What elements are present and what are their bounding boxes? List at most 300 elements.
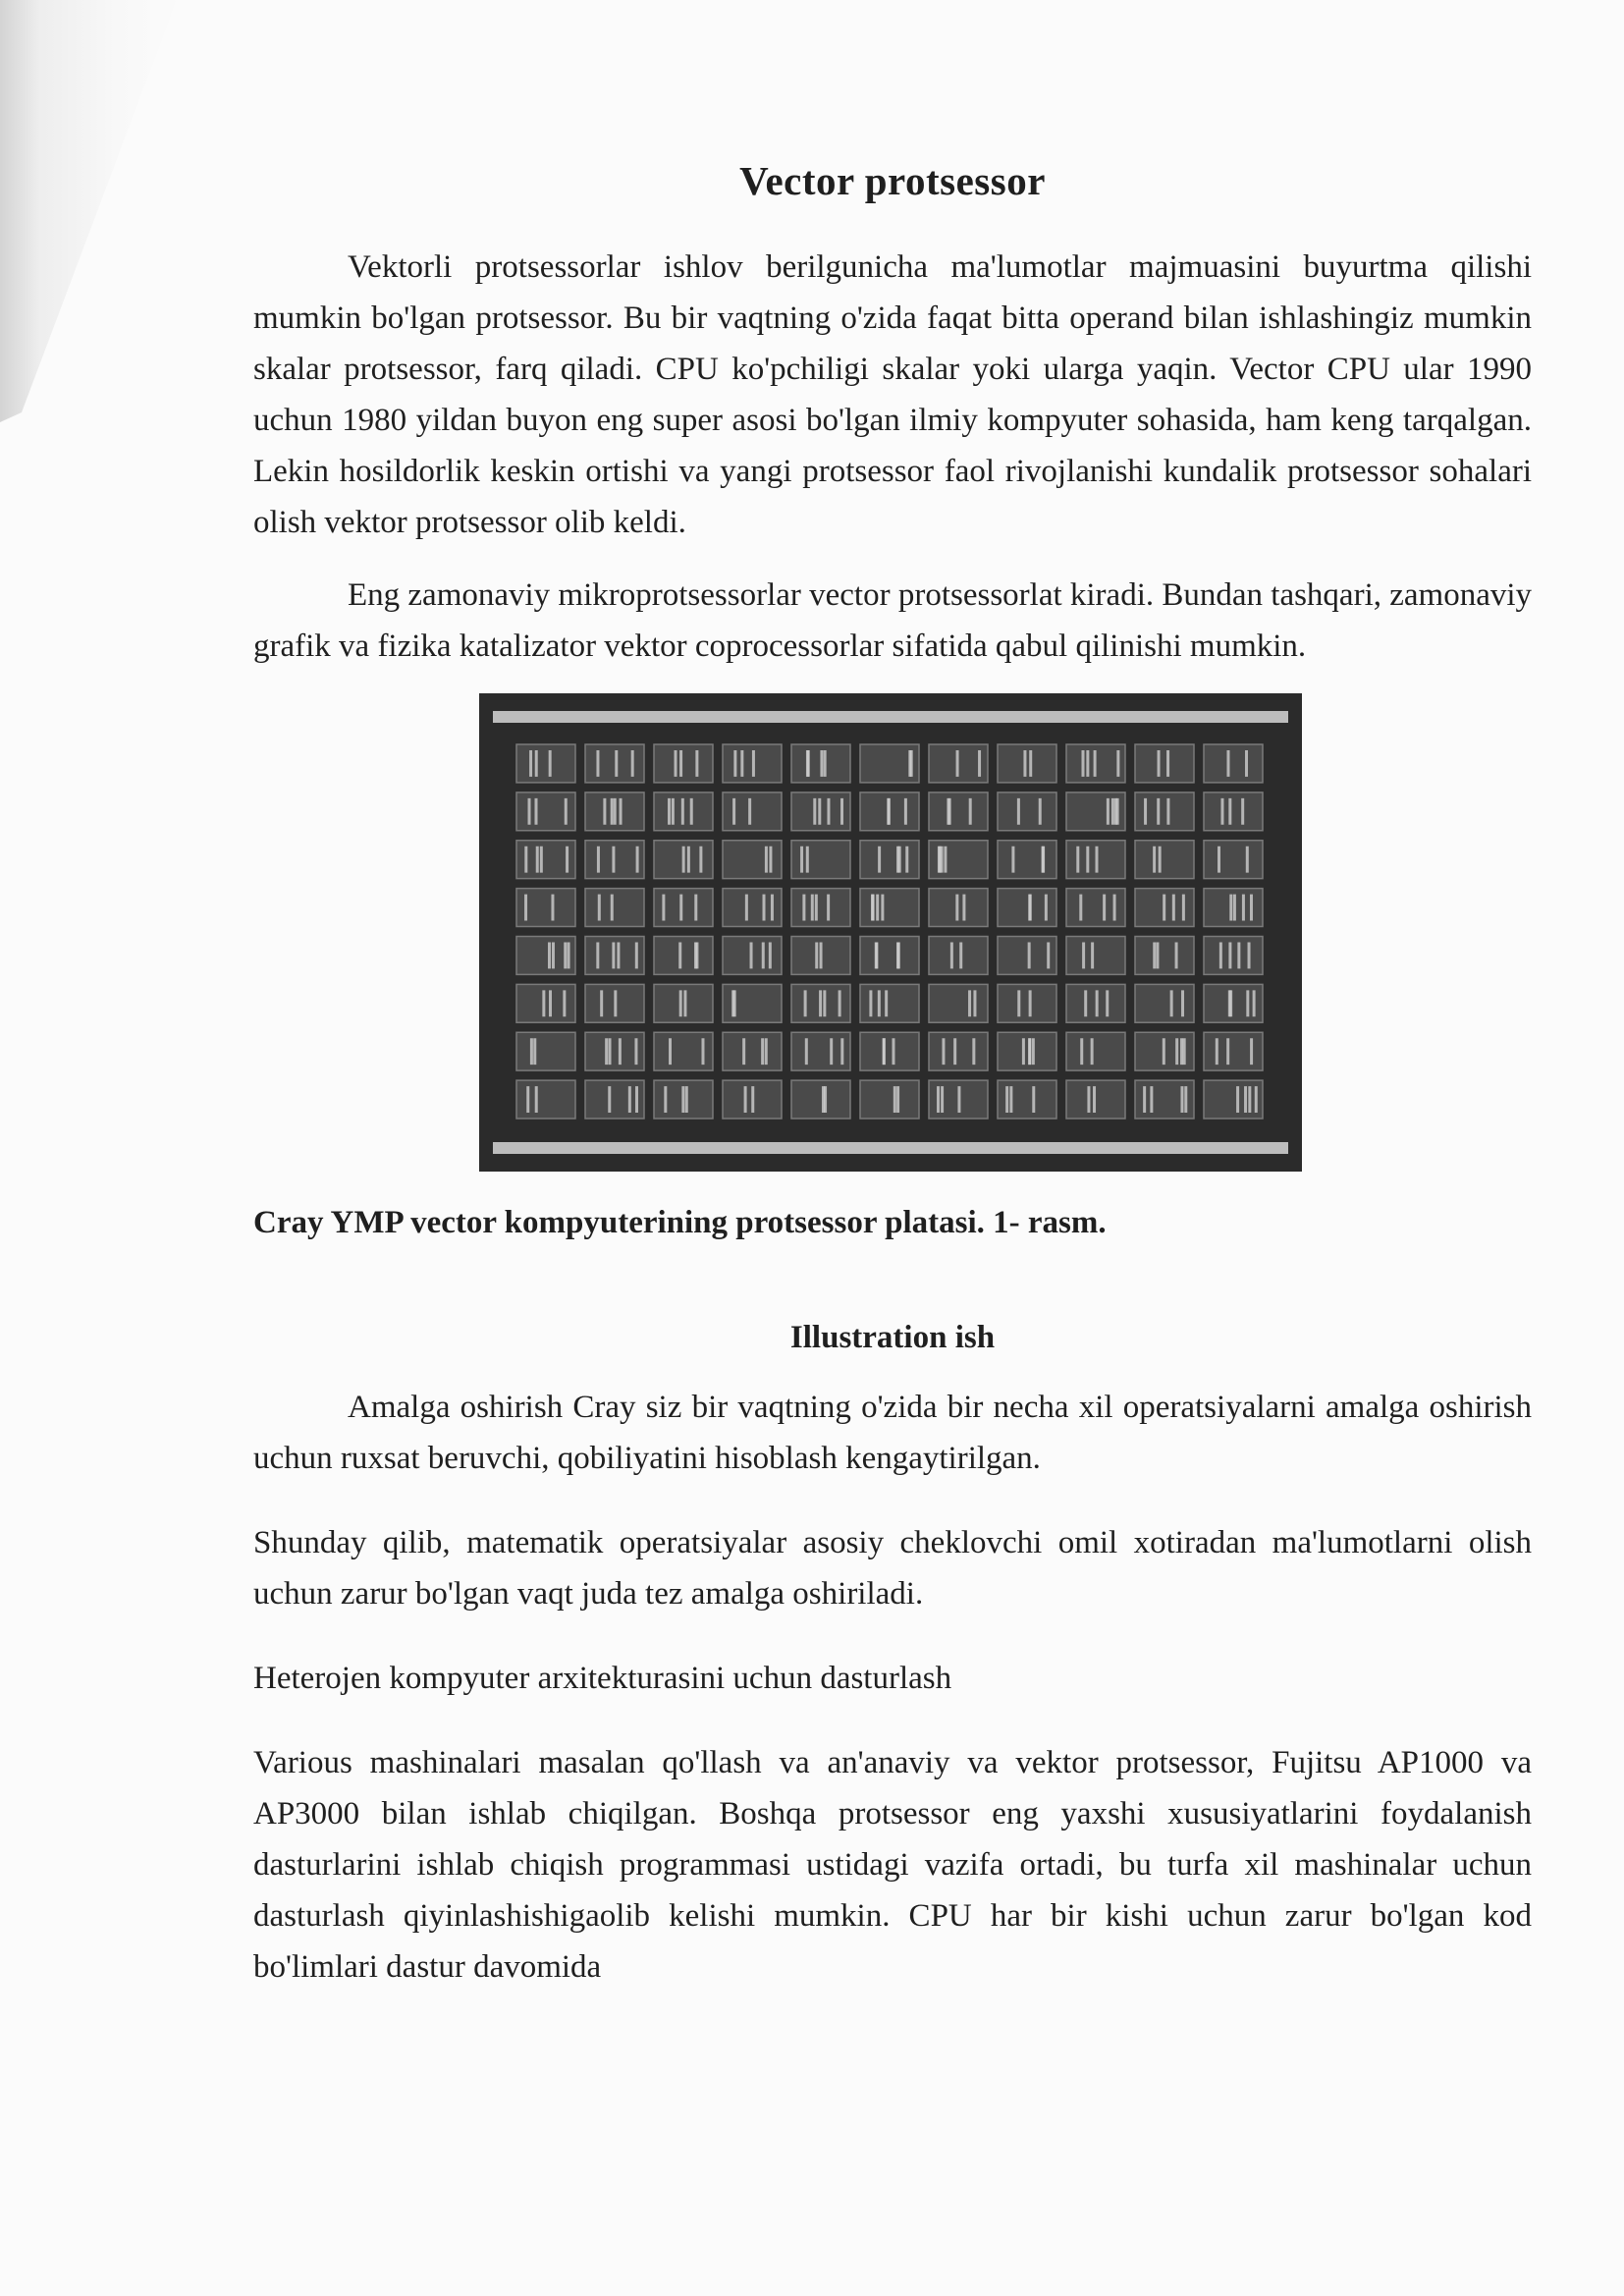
chip-marking: [530, 1038, 533, 1065]
paragraph-heterogeneous-heading: Heterojen kompyuter arxitekturasini uchun dasturlash: [253, 1661, 952, 1696]
chip-marking: [824, 1086, 827, 1113]
chip-marking: [830, 1038, 833, 1065]
chip-marking: [1103, 895, 1106, 921]
chip-marking: [1091, 943, 1094, 969]
chip-marking: [1158, 750, 1161, 777]
chip-marking: [805, 1038, 808, 1065]
chip-marking: [1079, 895, 1082, 921]
chip-marking: [620, 798, 623, 825]
chip-marking: [619, 1038, 622, 1065]
chip-marking: [612, 847, 615, 873]
chip-marking: [962, 895, 965, 921]
chip-marking: [818, 798, 821, 825]
chip-marking: [878, 847, 881, 873]
chip-marking: [549, 750, 552, 777]
chip: [791, 841, 850, 879]
chip-marking: [1166, 750, 1169, 777]
chip-marking: [1150, 1086, 1153, 1113]
chip: [516, 1032, 575, 1070]
chip-marking: [938, 847, 941, 873]
chip: [723, 984, 782, 1022]
chip-marking: [1253, 990, 1256, 1016]
chip: [1204, 937, 1263, 975]
paragraph-various: Various mashinalari masalan qo'llash va an'anaviy va vektor protsessor, Fujitsu AP1000 va AP3000 bilan ishlab chiqilgan. Boshqa protsessor eng yaxshi xususiyatlarini foydalanish dasturlarini ishlab chiqish programmasi ustidagi vazifa ortadi, bu turfa xil mashinalar uchun dasturlash qiyinlashishigaolib kelishi mumkin. CPU har bir kishi uchun zarur bo'lgan kod bo'limlari dastur davomida: [253, 1745, 1532, 1985]
chip: [1204, 1032, 1263, 1070]
chip-marking: [603, 798, 606, 825]
chip-marking: [1184, 1086, 1187, 1113]
chip-marking: [681, 1086, 684, 1113]
chip-marking: [1159, 847, 1162, 873]
paragraph-math: Shunday qilib, matematik operatsiyalar asosiy cheklovchi omil xotiradan ma'lumotlarni olish uchun zarur bo'lgan vaqt juda tez amalga oshiriladi.: [253, 1525, 1532, 1612]
chip-marking: [771, 895, 774, 921]
chip-marking: [1182, 895, 1185, 921]
chip-marking: [1153, 847, 1156, 873]
chip-marking: [699, 847, 702, 873]
chip: [516, 744, 575, 783]
chip-marking: [1045, 895, 1048, 921]
spacer: [253, 1619, 1532, 1653]
chip: [1204, 744, 1263, 783]
chip-marking: [827, 895, 830, 921]
chip: [998, 984, 1056, 1022]
processor-board-illustration: [479, 693, 1302, 1172]
chip-marking: [636, 847, 639, 873]
chip-marking: [596, 750, 599, 777]
chip-marking: [733, 750, 736, 777]
chip-marking: [1218, 847, 1220, 873]
chip-marking: [1226, 1038, 1229, 1065]
chip-marking: [635, 1086, 638, 1113]
chip-marking: [615, 750, 618, 777]
chip-marking: [1076, 847, 1079, 873]
chip-marking: [1228, 798, 1231, 825]
chip-marking: [552, 943, 555, 969]
processor-board-image: [479, 693, 1302, 1172]
chip-marking: [634, 1038, 637, 1065]
chip: [1135, 841, 1194, 879]
chip-marking: [1175, 1038, 1178, 1065]
chip: [929, 793, 988, 831]
chip-marking: [748, 798, 751, 825]
chip: [791, 1080, 850, 1119]
chip-marking: [1011, 847, 1014, 873]
chip-marking: [1237, 943, 1240, 969]
chip-marking: [819, 990, 822, 1016]
chip-marking: [1091, 1038, 1094, 1065]
chip-marking: [1017, 798, 1020, 825]
chip-marking: [701, 1038, 704, 1065]
chip-marking: [944, 847, 947, 873]
chip-marking: [959, 943, 962, 969]
chip-marking: [1042, 847, 1045, 873]
chip-marking: [1250, 1038, 1253, 1065]
chip-marking: [549, 990, 552, 1016]
chip-marking: [896, 1086, 899, 1113]
chip-marking: [892, 1038, 894, 1065]
chip-marking: [598, 895, 601, 921]
chip-marking: [1236, 1086, 1239, 1113]
chip-marking: [765, 847, 768, 873]
chip: [1204, 793, 1263, 831]
chip-marking: [1029, 750, 1032, 777]
chip-marking: [1032, 1038, 1035, 1065]
chip-marking: [1181, 990, 1184, 1016]
chip-marking: [1163, 1038, 1165, 1065]
document-title: Vector protsessor: [739, 158, 1046, 203]
chip-marking: [1114, 798, 1117, 825]
chip: [929, 984, 988, 1022]
scan-shadow: [0, 0, 187, 2296]
chip-marking: [840, 1038, 843, 1065]
chip-marking: [1111, 798, 1114, 825]
chip-marking: [1143, 1086, 1146, 1113]
chip-marking: [536, 847, 539, 873]
chip-marking: [745, 895, 748, 921]
chip-marking: [1009, 1086, 1012, 1113]
chip: [723, 841, 782, 879]
chip-marking: [733, 990, 736, 1016]
chip-marking: [524, 847, 527, 873]
chip-marking: [679, 750, 682, 777]
chip-marking: [973, 990, 976, 1016]
chip-marking: [1023, 750, 1026, 777]
chip: [654, 744, 713, 783]
chip: [516, 984, 575, 1022]
chip-marking: [840, 798, 843, 825]
chip-marking: [528, 798, 531, 825]
chip-marking: [1233, 895, 1236, 921]
chip-marking: [885, 990, 888, 1016]
chip-marking: [765, 1038, 768, 1065]
chip-marking: [524, 895, 527, 921]
chip-marking: [824, 750, 827, 777]
chip-marking: [683, 990, 686, 1016]
chip-marking: [1220, 798, 1223, 825]
chip-marking: [751, 1086, 754, 1113]
chip-marking: [1226, 750, 1229, 777]
chip-marking: [875, 943, 878, 969]
chip-marking: [876, 895, 879, 921]
chip-marking: [1180, 1038, 1183, 1065]
chip-marking: [815, 943, 818, 969]
chip-marking: [762, 943, 765, 969]
chip: [929, 1032, 988, 1070]
chip-marking: [1022, 1038, 1025, 1065]
chip-marking: [1094, 750, 1097, 777]
spacer: [253, 1704, 1532, 1737]
chip-marking: [568, 943, 570, 969]
chip-marking: [955, 895, 958, 921]
chip-marking: [1157, 798, 1160, 825]
chip: [860, 889, 919, 927]
chip: [998, 744, 1056, 783]
chip-marking: [1170, 990, 1173, 1016]
chip: [1135, 744, 1194, 783]
chip-marking: [820, 750, 823, 777]
chip-marking: [679, 895, 682, 921]
chip-marking: [695, 943, 698, 969]
chip-marking: [1245, 750, 1248, 777]
chip: [654, 937, 713, 975]
chip: [860, 937, 919, 975]
chip-marking: [672, 798, 675, 825]
chip-marking: [1028, 1038, 1031, 1065]
paragraph-cray: Amalga oshirish Cray siz bir vaqtning o'zida bir necha xil operatsiyalarni amalga oshirish uchun ruxsat beruvchi, qobiliyatini hisoblash kengaytirilgan.: [253, 1390, 1532, 1476]
chip-marking: [878, 990, 881, 1016]
chip: [998, 793, 1056, 831]
chip: [585, 889, 644, 927]
board-bottom-rail: [493, 1142, 1288, 1154]
chip-marking: [681, 798, 684, 825]
chip-marking: [750, 943, 753, 969]
chip: [860, 1080, 919, 1119]
chip: [998, 841, 1056, 879]
chip-marking: [690, 798, 693, 825]
chip-marking: [1166, 798, 1169, 825]
chip: [516, 1080, 575, 1119]
chip-marking: [685, 1086, 688, 1113]
chip-marking: [804, 990, 807, 1016]
chip-marking: [1241, 798, 1244, 825]
chip-marking: [1084, 990, 1087, 1016]
chip-marking: [950, 943, 953, 969]
chip-marking: [1107, 798, 1110, 825]
chip: [1135, 984, 1194, 1022]
chip: [860, 984, 919, 1022]
chip-marking: [1229, 990, 1232, 1016]
chip-marking: [1153, 943, 1156, 969]
chip: [860, 841, 919, 879]
chip-marking: [813, 798, 816, 825]
chip-marking: [1255, 1086, 1258, 1113]
chip: [585, 744, 644, 783]
chip-marking: [941, 847, 944, 873]
paragraph-intro: Vektorli protsessorlar ishlov berilgunicha ma'lumotlar majmuasini buyurtma qilishi mumkin bo'lgan protsessor. Bu bir vaqtning o'zida faqat bitta operand bilan ishlashingiz mumkin skalar protsessor, farq qiladi. CPU ko'pchiligi skalar yoki ularga yaqin. Vector CPU ular 1990 uchun 1980 yildan buyon eng super asosi bo'lgan ilmiy kompyuter sohasida, ham keng tarqalgan. Lekin hosildorlik keskin ortishi va yangi protsessor faol rivojlanishi kundalik protsessor sohalari olish vektor protsessor olib keldi.: [253, 249, 1532, 540]
chip-marking: [969, 798, 972, 825]
chip-marking: [1216, 1038, 1218, 1065]
chip-marking: [761, 1038, 764, 1065]
chip-marking: [883, 1038, 886, 1065]
document-body: [253, 157, 1532, 1993]
chip-marking: [740, 750, 743, 777]
chip-marking: [596, 943, 599, 969]
chip-marking: [904, 798, 907, 825]
chip-marking: [839, 990, 841, 1016]
chip-marking: [669, 1038, 672, 1065]
chip-marking: [682, 847, 685, 873]
chip-marking: [881, 895, 884, 921]
chip-marking: [548, 943, 551, 969]
chip-marking: [802, 895, 805, 921]
chip-marking: [608, 1086, 611, 1113]
chip-marking: [1017, 990, 1020, 1016]
chip-marking: [1005, 1086, 1008, 1113]
chip-marking: [564, 943, 567, 969]
chip-marking: [1248, 1086, 1251, 1113]
chip-marking: [1250, 895, 1253, 921]
chip-marking: [1082, 943, 1085, 969]
chip-marking: [565, 798, 568, 825]
chip-marking: [763, 895, 766, 921]
chip-marking: [611, 895, 614, 921]
chip: [860, 1032, 919, 1070]
chip-marking: [1172, 895, 1175, 921]
chip-marking: [1156, 943, 1159, 969]
chip-marking: [956, 750, 959, 777]
chip-marking: [526, 1086, 529, 1113]
chip-marking: [896, 847, 899, 873]
paragraph-modern: Eng zamonaviy mikroprotsessorlar vector protsessorlat kiradi. Bundan tashqari, zamonaviy grafik va fizika katalizator vektor coprocessorlar sifatida qabul qilinishi mumkin.: [253, 577, 1533, 664]
chip-marking: [871, 895, 874, 921]
chip-marking: [1081, 750, 1084, 777]
chip-marking: [1096, 990, 1099, 1016]
chip: [929, 937, 988, 975]
chip-marking: [978, 750, 981, 777]
chip: [1066, 889, 1125, 927]
chip-marking: [1242, 895, 1245, 921]
chip-marking: [1183, 1038, 1186, 1065]
chip-marking: [1047, 943, 1050, 969]
chip-marking: [957, 1086, 960, 1113]
chip-marking: [1246, 847, 1249, 873]
chip-marking: [732, 798, 735, 825]
chip-marking: [535, 750, 538, 777]
chip-marking: [1163, 895, 1165, 921]
chip-marking: [769, 847, 772, 873]
chip-marking: [941, 1086, 944, 1113]
chip-marking: [752, 750, 755, 777]
chip-marking: [823, 990, 826, 1016]
chip-marking: [535, 798, 538, 825]
chip-marking: [1039, 798, 1042, 825]
chip-marking: [614, 798, 617, 825]
chip-marking: [1229, 895, 1232, 921]
chip: [1135, 937, 1194, 975]
chip-marking: [937, 1086, 940, 1113]
chip-marking: [1086, 847, 1089, 873]
chip-marking: [668, 798, 671, 825]
chip-marking: [631, 750, 634, 777]
chip-marking: [600, 990, 603, 1016]
chip-marking: [614, 990, 617, 1016]
chip-marking: [897, 943, 900, 969]
chip-marking: [675, 750, 677, 777]
chip-marking: [806, 847, 809, 873]
chip-marking: [1116, 750, 1119, 777]
spacer: [253, 548, 1532, 570]
chip-marking: [617, 943, 620, 969]
chip-marking: [1228, 943, 1231, 969]
chip-marking: [1180, 1086, 1183, 1113]
chip-marking: [1106, 990, 1109, 1016]
chip: [1135, 793, 1194, 831]
chip-marking: [563, 990, 566, 1016]
chip: [1204, 841, 1263, 879]
chip-marking: [905, 847, 908, 873]
chip-marking: [1028, 943, 1031, 969]
chip: [654, 984, 713, 1022]
chip-marking: [551, 895, 554, 921]
chip-marking: [687, 847, 690, 873]
chip: [1204, 1080, 1263, 1119]
chip-marking: [1093, 1086, 1096, 1113]
chip-marking: [811, 895, 814, 921]
chip-marking: [1144, 798, 1147, 825]
chip-marking: [1087, 1086, 1090, 1113]
chip-marking: [968, 990, 971, 1016]
section-subtitle: Illustration ish: [789, 1320, 996, 1355]
chip-marking: [1219, 943, 1222, 969]
chip-marking: [597, 847, 600, 873]
chip-marking: [1113, 895, 1116, 921]
chip-marking: [888, 798, 891, 825]
chip-marking: [664, 1086, 667, 1113]
chip-marking: [1246, 990, 1249, 1016]
chip-marking: [612, 943, 615, 969]
chip-marking: [744, 1086, 747, 1113]
chip-marking: [678, 943, 681, 969]
chip-marking: [605, 1038, 608, 1065]
chip-marking: [533, 1038, 536, 1065]
chip-marking: [1029, 990, 1032, 1016]
chip-marking: [679, 990, 682, 1016]
chip-marking: [1244, 1086, 1247, 1113]
chip-marking: [807, 750, 810, 777]
chip-marking: [695, 750, 698, 777]
chip-marking: [942, 1038, 945, 1065]
chip-marking: [820, 943, 823, 969]
chip-marking: [628, 1086, 631, 1113]
figure-caption: Cray YMP vector kompyuterining protsessor platasi. 1- rasm.: [253, 1205, 1107, 1240]
chip-marking: [529, 750, 532, 777]
chip-marking: [953, 1038, 956, 1065]
chip-marking: [972, 1038, 975, 1065]
chip-marking: [1175, 943, 1178, 969]
chip: [791, 889, 850, 927]
chip-marking: [1248, 943, 1251, 969]
board-top-rail: [493, 711, 1288, 723]
chip-marking: [869, 990, 872, 1016]
chip-marking: [947, 798, 949, 825]
chip-marking: [815, 895, 818, 921]
chip: [1066, 1032, 1125, 1070]
chip: [1066, 937, 1125, 975]
spacer: [253, 1484, 1532, 1517]
chip-marking: [769, 943, 772, 969]
chip-marking: [800, 847, 803, 873]
chip: [585, 1080, 644, 1119]
chip-marking: [542, 990, 545, 1016]
chip-marking: [635, 943, 638, 969]
chip: [723, 1032, 782, 1070]
chip-marking: [662, 895, 665, 921]
chip-marking: [1080, 1038, 1083, 1065]
chip-marking: [1095, 847, 1098, 873]
chip-marking: [742, 1038, 745, 1065]
chip-marking: [540, 847, 543, 873]
chip-marking: [566, 847, 568, 873]
chip-marking: [535, 1086, 538, 1113]
chip-marking: [1086, 750, 1089, 777]
chip-marking: [893, 1086, 896, 1113]
chip: [998, 1032, 1056, 1070]
chip-marking: [1032, 1086, 1035, 1113]
chip-marking: [611, 798, 614, 825]
chip-marking: [1028, 895, 1031, 921]
chip-marking: [910, 750, 913, 777]
chip-marking: [609, 1038, 612, 1065]
chip: [723, 793, 782, 831]
